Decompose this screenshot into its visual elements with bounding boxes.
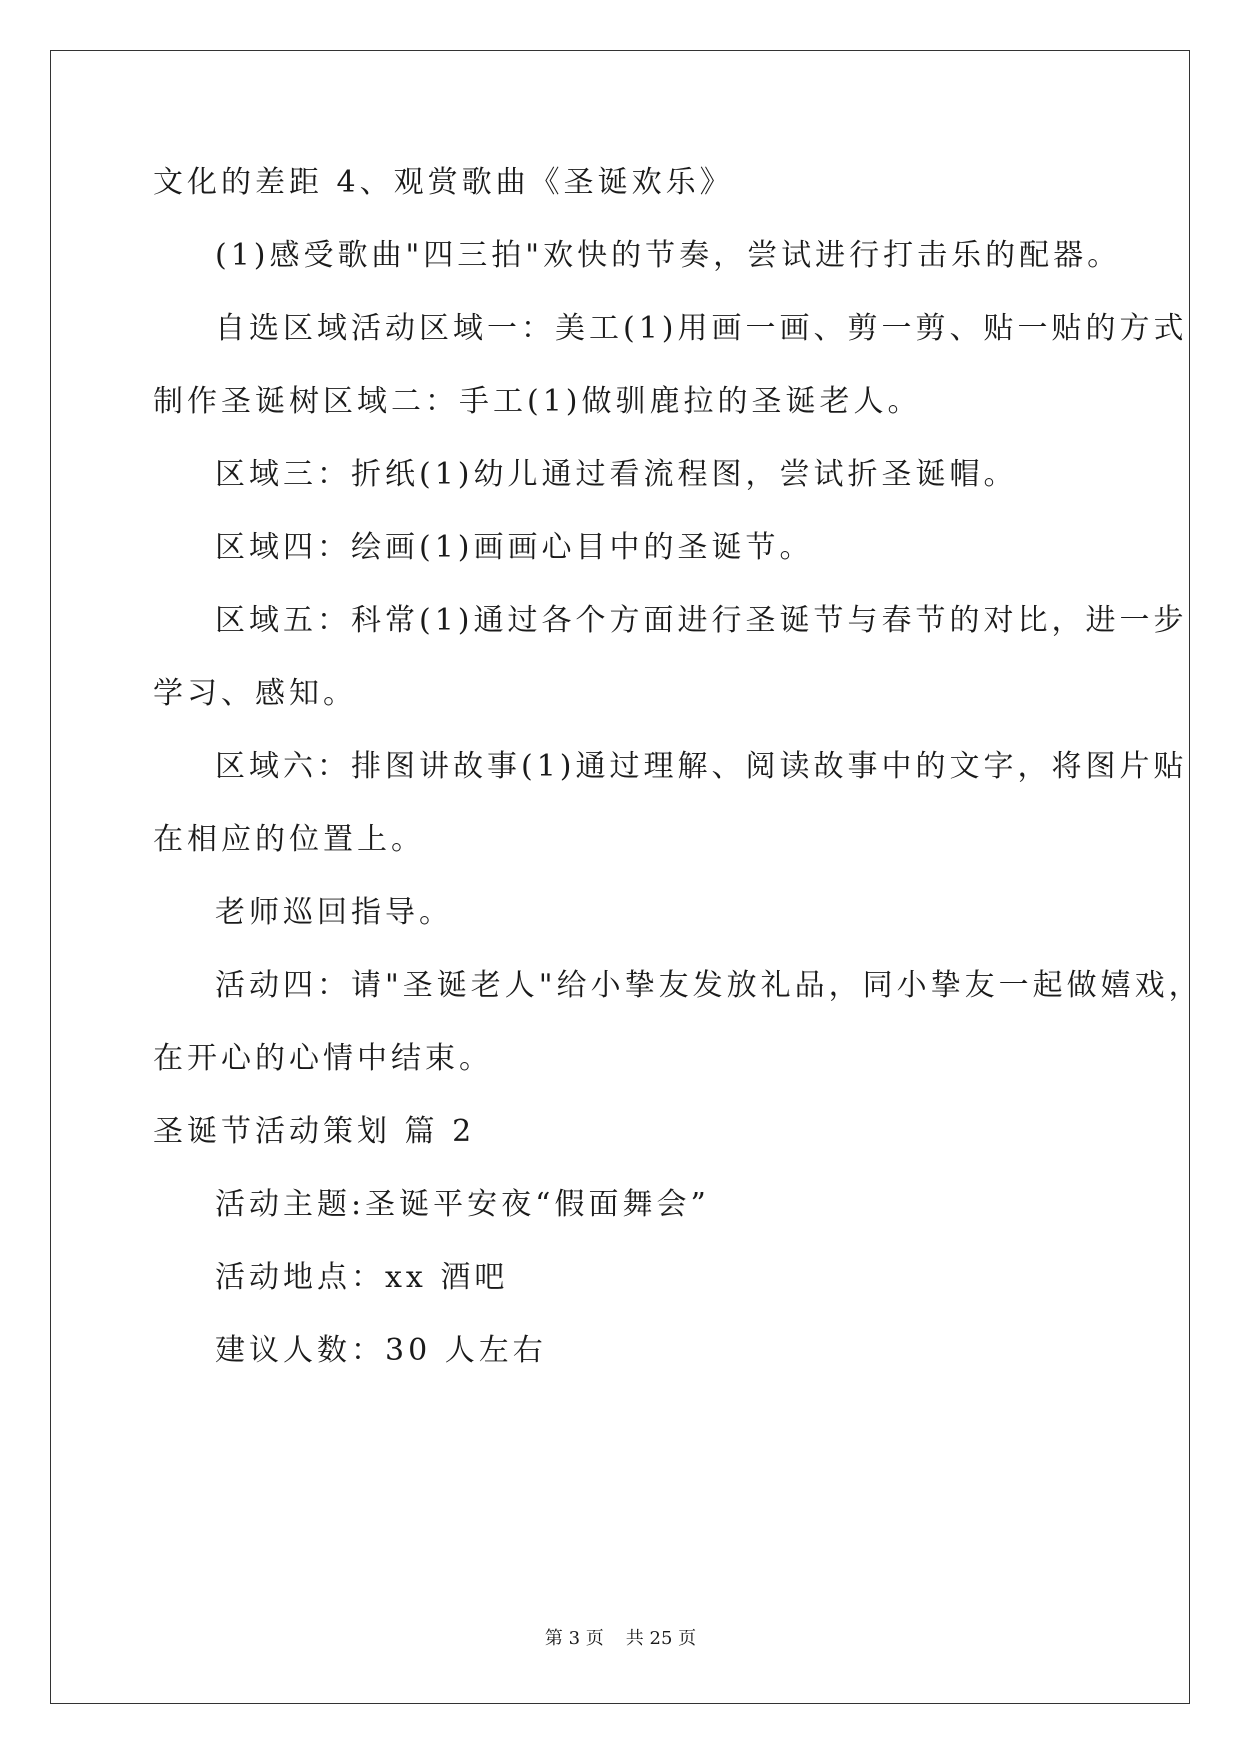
text-line: 活动地点：xx 酒吧 [215, 1260, 509, 1295]
page-footer [0, 1627, 1241, 1651]
page-border [50, 50, 1190, 1704]
section-heading: 圣诞节活动策划 篇 2 [153, 1114, 476, 1149]
text-line: 自选区域活动区域一：美工(1)用画一画、剪一剪、贴一贴的方式 [215, 311, 1188, 346]
text-line: (1)感受歌曲"四三拍"欢快的节奏，尝试进行打击乐的配器。 [215, 238, 1122, 273]
page-number: 第 3 页 [544, 1628, 604, 1649]
text-line: 在开心的心情中结束。 [153, 1041, 493, 1076]
text-line: 学习、感知。 [153, 676, 357, 711]
text-line: 区域五：科常(1)通过各个方面进行圣诞节与春节的对比，进一步 [215, 603, 1188, 638]
text-line: 文化的差距 4、观赏歌曲《圣诞欢乐》 [153, 165, 734, 200]
text-line: 活动主题:圣诞平安夜“假面舞会” [215, 1187, 710, 1222]
text-line: 活动四：请"圣诞老人"给小挚友发放礼品，同小挚友一起做嬉戏， [215, 968, 1203, 1003]
text-line: 在相应的位置上。 [153, 822, 425, 857]
text-line: 区域四：绘画(1)画画心目中的圣诞节。 [215, 530, 814, 565]
page-total: 共 25 页 [625, 1628, 697, 1649]
text-line: 建议人数：30 人左右 [215, 1333, 547, 1368]
text-line: 区域六：排图讲故事(1)通过理解、阅读故事中的文字，将图片贴 [215, 749, 1188, 784]
text-line: 老师巡回指导。 [215, 895, 453, 930]
text-line: 区域三：折纸(1)幼儿通过看流程图，尝试折圣诞帽。 [215, 457, 1018, 492]
text-line: 制作圣诞树区域二：手工(1)做驯鹿拉的圣诞老人。 [153, 384, 922, 419]
